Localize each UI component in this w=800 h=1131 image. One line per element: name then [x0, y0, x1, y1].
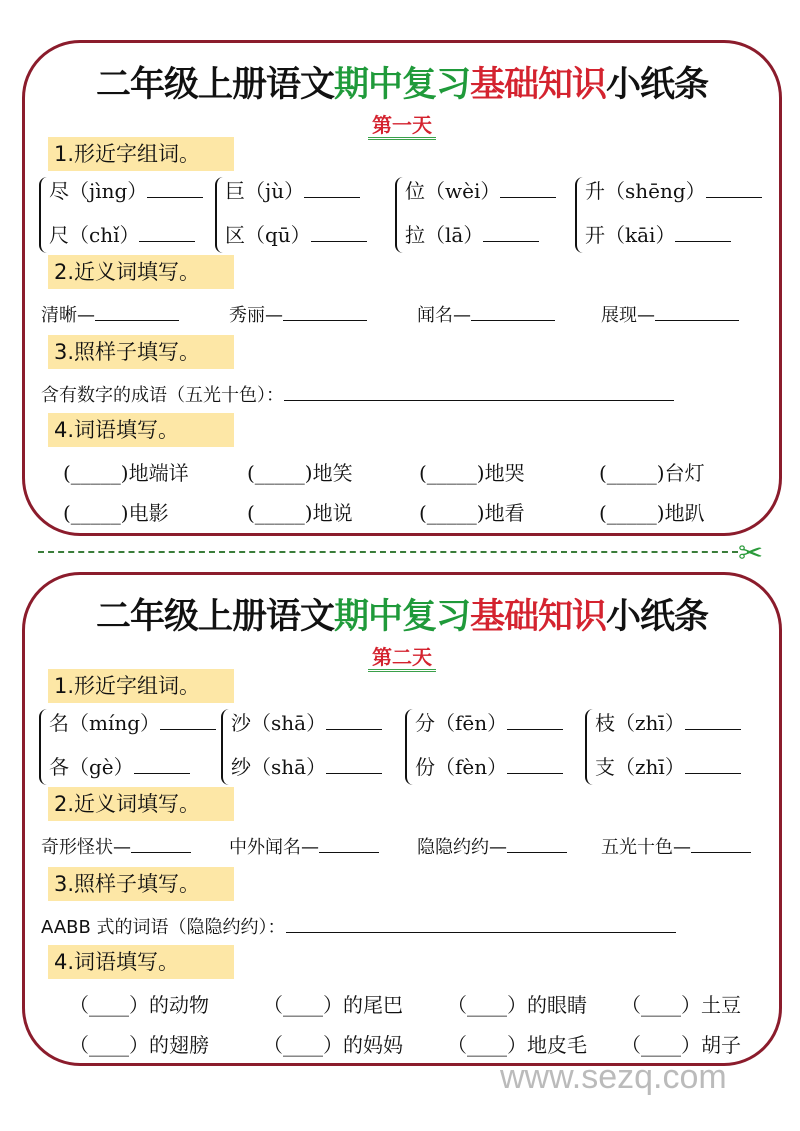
answer-blank[interactable]	[691, 834, 751, 853]
scissors-icon: ✂	[738, 536, 764, 571]
section-header: 2.近义词填写。	[48, 787, 234, 821]
example-line	[41, 381, 674, 407]
word-item	[415, 707, 563, 736]
answer-blank[interactable]	[706, 179, 762, 198]
word-group	[395, 173, 575, 257]
answer-blank[interactable]	[471, 302, 555, 321]
word-char: 沙（shā）	[231, 711, 327, 735]
answer-blank[interactable]	[507, 755, 563, 774]
day-label	[25, 109, 779, 138]
word-char: 分（fēn）	[415, 711, 508, 735]
word-item	[49, 175, 203, 204]
word-char: 升（shēng）	[585, 179, 706, 203]
synonym-item	[601, 833, 751, 859]
note-card	[22, 40, 782, 536]
word-char: 名（míng）	[49, 711, 161, 735]
word-item	[415, 751, 563, 780]
word-item	[595, 751, 741, 780]
word-char: 拉（lā）	[405, 223, 484, 247]
answer-blank[interactable]	[483, 223, 539, 242]
fill-item[interactable]: (_____)地哭	[419, 461, 525, 485]
brace	[395, 177, 405, 253]
answer-blank[interactable]	[311, 223, 367, 242]
synonym-item	[41, 833, 191, 859]
word-group	[575, 173, 755, 257]
section-header: 1.形近字组词。	[48, 669, 234, 703]
brace	[39, 177, 49, 253]
word-char: 开（kāi）	[585, 223, 676, 247]
fill-item[interactable]: (_____)电影	[63, 501, 169, 525]
word-char: 区（qū）	[225, 223, 311, 247]
word-item	[585, 175, 762, 204]
word-item	[225, 175, 360, 204]
word-char: 尽（jìng）	[49, 179, 148, 203]
fill-item[interactable]: (_____)地看	[419, 501, 525, 525]
answer-blank[interactable]	[685, 711, 741, 730]
word-char: 枝（zhī）	[595, 711, 685, 735]
word-char: 份（fèn）	[415, 755, 508, 779]
fill-item[interactable]: （____）的妈妈	[263, 1033, 403, 1057]
synonym-word: 闻名—	[417, 305, 471, 326]
synonym-item	[229, 301, 367, 327]
fill-item[interactable]: (_____)地笑	[247, 461, 353, 485]
synonym-item	[417, 833, 567, 859]
synonym-item	[417, 301, 555, 327]
cut-line	[38, 551, 738, 553]
word-item	[225, 219, 367, 248]
title-part: 期中复习	[333, 65, 470, 105]
brace	[575, 177, 585, 253]
word-item	[49, 751, 190, 780]
synonym-word: 秀丽—	[229, 305, 283, 326]
word-char: 支（zhī）	[595, 755, 685, 779]
synonym-word: 奇形怪状—	[41, 837, 131, 858]
section-header: 4.词语填写。	[48, 945, 234, 979]
day-text: 第一天	[368, 113, 436, 140]
title-part: 小纸条	[606, 65, 709, 105]
fill-item[interactable]: （____）土豆	[621, 993, 741, 1017]
answer-blank[interactable]	[319, 834, 379, 853]
answer-blank[interactable]	[304, 179, 360, 198]
answer-blank[interactable]	[147, 179, 203, 198]
day-label	[25, 641, 779, 670]
answer-blank[interactable]	[326, 755, 382, 774]
note-card	[22, 572, 782, 1066]
synonym-word: 五光十色—	[601, 837, 691, 858]
answer-blank[interactable]	[160, 711, 216, 730]
title-part: 小纸条	[606, 597, 709, 637]
synonym-word: 中外闻名—	[229, 837, 319, 858]
word-char: 巨（jù）	[225, 179, 305, 203]
word-group	[215, 173, 395, 257]
answer-blank[interactable]	[283, 302, 367, 321]
day-text: 第二天	[368, 645, 436, 672]
synonym-word: 隐隐约约—	[417, 837, 507, 858]
word-char: 尺（chǐ）	[49, 223, 140, 247]
synonym-word: 展现—	[601, 305, 655, 326]
brace	[221, 709, 231, 785]
section-header: 3.照样子填写。	[48, 335, 234, 369]
answer-blank[interactable]	[139, 223, 195, 242]
fill-item[interactable]: （____）胡子	[621, 1033, 741, 1057]
synonym-word: 清晰—	[41, 305, 95, 326]
word-char: 位（wèi）	[405, 179, 501, 203]
synonym-item	[601, 301, 739, 327]
fill-item[interactable]: （____）的动物	[69, 993, 209, 1017]
answer-blank[interactable]	[655, 302, 739, 321]
fill-item[interactable]: （____）的尾巴	[263, 993, 403, 1017]
fill-item[interactable]: (_____)台灯	[599, 461, 705, 485]
word-item	[231, 751, 382, 780]
example-text: AABB 式的词语（隐隐约约）：	[41, 917, 286, 938]
answer-blank[interactable]	[675, 223, 731, 242]
answer-blank[interactable]	[507, 711, 563, 730]
fill-item[interactable]: （____）的翅膀	[69, 1033, 209, 1057]
fill-item[interactable]: （____）的眼睛	[447, 993, 587, 1017]
brace	[39, 709, 49, 785]
section-header: 2.近义词填写。	[48, 255, 234, 289]
word-item	[231, 707, 382, 736]
word-item	[405, 175, 556, 204]
fill-item[interactable]: （____）地皮毛	[447, 1033, 587, 1057]
section-header: 1.形近字组词。	[48, 137, 234, 171]
word-item	[49, 219, 195, 248]
title-part: 二年级上册语文	[95, 65, 334, 105]
answer-blank[interactable]	[131, 834, 191, 853]
title-part: 期中复习	[333, 597, 470, 637]
brace	[215, 177, 225, 253]
answer-blank[interactable]	[685, 755, 741, 774]
word-item	[595, 707, 741, 736]
synonym-item	[41, 301, 179, 327]
section-header: 3.照样子填写。	[48, 867, 234, 901]
watermark: www.sezq.com	[500, 1058, 727, 1096]
card-title	[25, 589, 779, 639]
word-char: 各（gè）	[49, 755, 134, 779]
fill-item[interactable]: (_____)地趴	[599, 501, 705, 525]
card-title	[25, 57, 779, 107]
answer-blank[interactable]	[500, 179, 556, 198]
answer-blank[interactable]	[284, 382, 674, 401]
answer-blank[interactable]	[134, 755, 190, 774]
word-group	[39, 173, 219, 257]
word-char: 纱（shā）	[231, 755, 327, 779]
section-header: 4.词语填写。	[48, 413, 234, 447]
word-group	[39, 705, 219, 789]
brace	[585, 709, 595, 785]
word-group	[585, 705, 765, 789]
word-item	[585, 219, 731, 248]
answer-blank[interactable]	[95, 302, 179, 321]
fill-item[interactable]: (_____)地端详	[63, 461, 189, 485]
example-line	[41, 913, 676, 939]
word-item	[49, 707, 216, 736]
title-part: 基础知识	[470, 65, 607, 105]
answer-blank[interactable]	[507, 834, 567, 853]
answer-blank[interactable]	[326, 711, 382, 730]
synonym-item	[229, 833, 379, 859]
title-part: 基础知识	[470, 597, 607, 637]
title-part: 二年级上册语文	[95, 597, 334, 637]
fill-item[interactable]: (_____)地说	[247, 501, 353, 525]
word-item	[405, 219, 539, 248]
word-group	[405, 705, 585, 789]
answer-blank[interactable]	[286, 914, 676, 933]
brace	[405, 709, 415, 785]
example-text: 含有数字的成语（五光十色）：	[41, 385, 284, 406]
word-group	[221, 705, 401, 789]
